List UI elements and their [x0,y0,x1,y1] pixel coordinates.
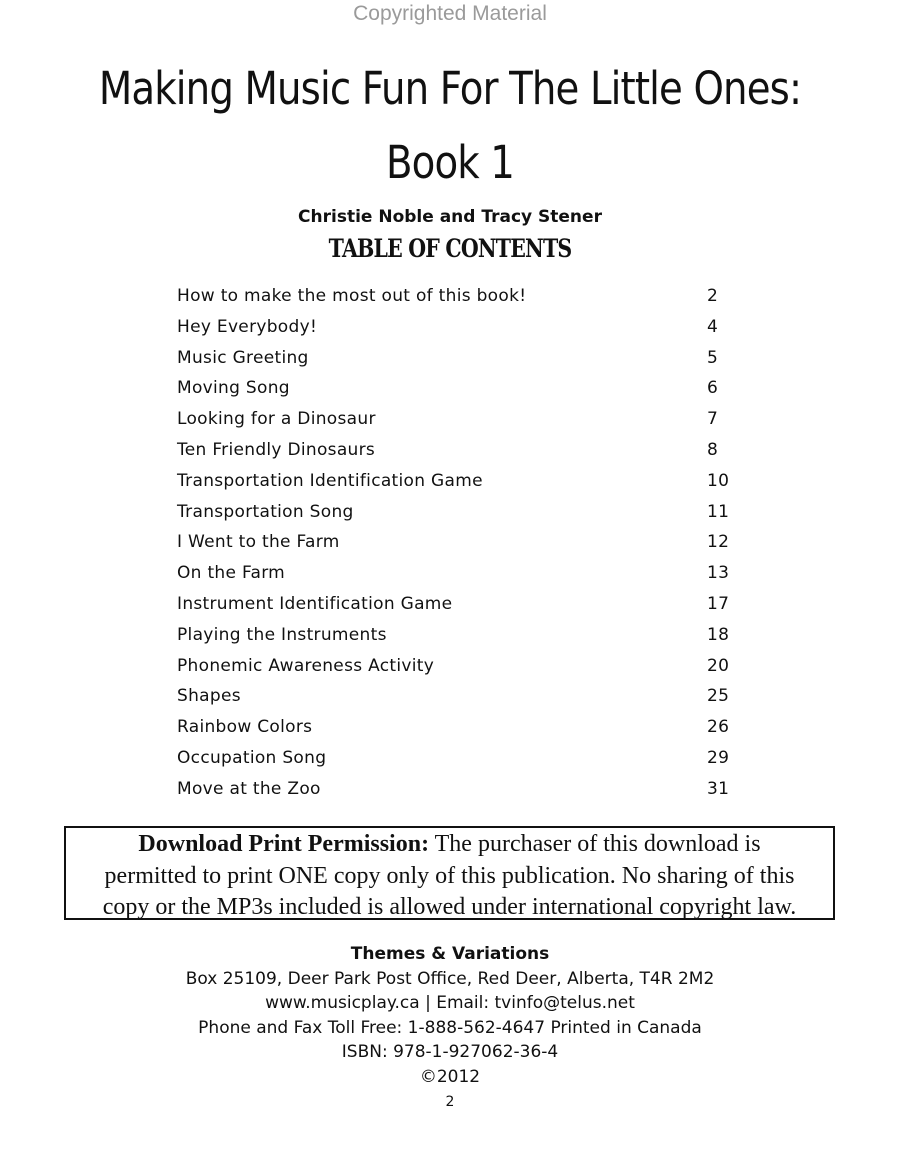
toc-entry-title: Ten Friendly Dinosaurs [177,439,376,460]
authors: Christie Noble and Tracy Stener [298,207,602,227]
permission-line-3: copy or the MP3s included is allowed under international copyright law. [102,894,797,920]
toc-list [177,283,737,807]
toc-entry [177,560,737,591]
toc-entry [177,468,737,499]
toc-entry-page: 26 [707,717,730,738]
toc-entry-page: 31 [707,778,730,799]
toc-entry-title: On the Farm [177,563,286,584]
toc-entry-title: Move at the Zoo [177,778,321,799]
toc-entry-title: Occupation Song [177,747,327,768]
toc-entry-page: 17 [707,593,730,614]
toc-entry-page: 11 [707,501,730,522]
publisher-info [0,942,900,1090]
permission-label: Download Print Permission: [138,831,430,857]
copyright-watermark: Copyrighted Material [353,2,547,25]
toc-entry-title: How to make the most out of this book! [177,286,527,306]
toc-heading: TABLE OF CONTENTS [328,234,572,263]
toc-entry [177,314,737,345]
publisher-name: Themes & Variations [350,944,550,964]
book-title-line-1: Making Music Fun For The Little Ones: [98,62,802,115]
toc-entry-title: Transportation Identification Game [177,470,483,491]
toc-entry-title: Phonemic Awareness Activity [177,655,435,676]
toc-entry-title: Instrument Identification Game [177,593,453,614]
toc-entry [177,375,737,406]
toc-entry-title: Moving Song [177,378,290,399]
toc-entry-page: 5 [707,347,719,368]
toc-entry-page: 8 [707,439,719,460]
toc-entry-page: 20 [707,655,730,676]
toc-entry-title: Looking for a Dinosaur [177,409,376,430]
toc-entry [177,283,737,314]
toc-entry-title: Rainbow Colors [177,717,313,738]
publisher-isbn: ISBN: 978-1-927062-36-4 [341,1042,559,1063]
toc-entry-title: Shapes [177,686,241,707]
toc-entry [177,683,737,714]
permission-line-1 [68,829,831,861]
toc-entry [177,745,737,776]
toc-entry [177,406,737,437]
toc-entry-title: I Went to the Farm [177,532,340,553]
toc-entry [177,437,737,468]
publisher-web-email: www.musicplay.ca | Email: tvinfo@telus.net [265,993,635,1014]
toc-entry-title: Hey Everybody! [177,316,318,337]
toc-entry [177,622,737,653]
toc-entry [177,499,737,530]
permission-line-1-text: The purchaser of this download is [429,831,761,857]
toc-entry-page: 6 [707,378,719,399]
toc-entry [177,776,737,807]
page-number: 2 [445,1094,455,1110]
publisher-phone: Phone and Fax Toll Free: 1-888-562-4647 Printed in Canada [198,1017,702,1038]
toc-entry-page: 12 [707,532,730,553]
toc-entry-title: Playing the Instruments [177,624,387,645]
toc-entry-page: 2 [707,286,719,306]
toc-entry-page: 4 [707,316,719,337]
toc-entry [177,529,737,560]
toc-entry-page: 29 [707,747,730,768]
toc-entry [177,591,737,622]
toc-entry-page: 7 [707,409,719,430]
toc-entry-title: Music Greeting [177,347,309,368]
publisher-copyright: ©2012 [419,1066,481,1087]
print-permission-notice [64,826,835,920]
toc-entry [177,714,737,745]
publisher-address: Box 25109, Deer Park Post Office, Red Deer, Alberta, T4R 2M2 [185,968,715,989]
toc-entry-title: Transportation Song [177,501,354,522]
toc-entry [177,653,737,684]
permission-line-2: permitted to print ONE copy only of this publication. No sharing of this [104,862,795,889]
toc-entry [177,345,737,376]
toc-entry-page: 13 [707,563,730,584]
toc-entry-page: 18 [707,624,730,645]
book-title-line-2: Book 1 [385,136,515,189]
toc-entry-page: 25 [707,686,730,707]
toc-entry-page: 10 [707,470,730,491]
